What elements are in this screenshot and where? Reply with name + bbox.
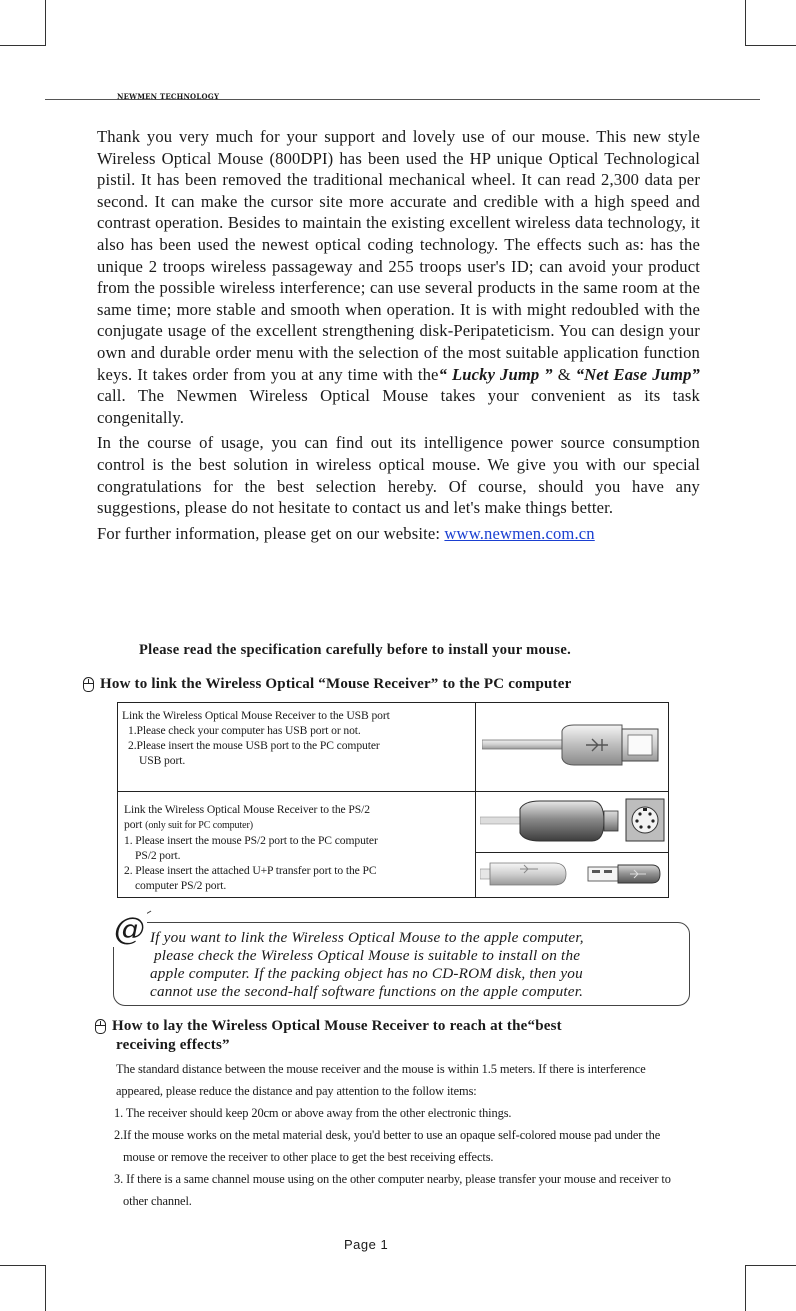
crop-mark-right-bottom: [745, 1265, 796, 1266]
brand-header: NEWMEN TECHNOLOGY: [117, 92, 220, 101]
ps2-plug-illustration: [480, 795, 668, 849]
section2-intro: The standard distance between the mouse receiver and the mouse is within 1.5 meters. If there is interference appeared, please reduce the distance and pay attention to the follow items:: [116, 1062, 646, 1098]
crop-mark-bottom-right: [745, 1265, 746, 1311]
intro-text: [97, 126, 700, 548]
connection-table: [117, 702, 669, 898]
at-icon: @: [114, 911, 145, 947]
list-item: 3. If there is a same channel mouse using on the other computer nearby, please transfer your mouse and receiver to other channel.: [114, 1172, 671, 1208]
crop-mark-left-top: [0, 45, 46, 46]
page-number: Page 1: [344, 1237, 389, 1252]
usb-plug-illustration: [482, 713, 666, 783]
mouse-icon: [95, 1019, 106, 1034]
section1-heading: How to link the Wireless Optical “Mouse Receiver” to the PC computer: [83, 676, 571, 693]
crop-mark-top-left: [45, 0, 46, 46]
mouse-icon: [83, 677, 94, 692]
crop-mark-top-right: [745, 0, 746, 46]
table-divider: [476, 852, 668, 853]
intro-paragraph-1: Thank you very much for your support and lovely use of our mouse. This new style Wireless Optical Mouse (800DPI) has been used the HP unique Optical Technological pistil. It has been removed the traditional mechanical wheel. It can read 2,300 data per second. It can make the cursor site more accurate and credible with a high speed and contrast operation. Besides to maintain the existing excellent wireless data technology, it also has been used the newest optical coding technology. The effects such as: has the unique 2 troops wireless passageway and 255 troops user's ID; can avoid your product from the possible wireless interference; can use several products in the same room at the same time; more stable and smooth when operation. It is with might redoubled with the conjugate usage of the excellent strengthening disk-Peripateticism. You can design your own and durable order menu with the selection of the most suitable application function keys. It takes order from you at any time with the“ Lucky Jump ” & “Net Ease Jump” call. The Newmen Wireless Optical Mouse takes your convenient as its task congenitally.: [97, 127, 700, 427]
table-divider: [118, 791, 668, 792]
lucky-jump-label: “ Lucky Jump ”: [438, 364, 553, 384]
read-spec-note: Please read the specification carefully before to install your mouse.: [139, 642, 572, 658]
crop-mark-bottom-left: [45, 1265, 46, 1311]
intro-paragraph-2: In the course of usage, you can find out its intelligence power source consumption control is the best solution in wireless optical mouse. We give you with our special congratulations for the best selection hereby. Of course, should you have any suggestions, please do not hesitate to contact us and let's make things better.: [97, 433, 700, 518]
intro-paragraph-3: For further information, please get on our website: www.newmen.com.cn: [97, 523, 595, 543]
list-item: 2.If the mouse works on the metal material desk, you'd better to use an opaque self-colored mouse pad under the mouse or remove the receiver to other place to get the best receiving effects.: [114, 1128, 661, 1164]
adapter-illustration: [480, 855, 668, 895]
table-divider: [475, 703, 476, 897]
usb-instructions: Link the Wireless Optical Mouse Receiver to the USB port 1.Please check your computer has USB port or not. 2.Please insert the mouse USB port to the PC computer USB port.: [122, 709, 390, 767]
section2-heading: How to lay the Wireless Optical Mouse Receiver to reach at the“best receiving effects”: [95, 1018, 562, 1054]
net-ease-jump-label: “Net Ease Jump”: [575, 364, 700, 384]
apple-note-text: If you want to link the Wireless Optical Mouse to the apple computer, please check the Wireless Optical Mouse is suitable to install on the apple computer. If the packing object has no CD-ROM disk, then you cannot use the second-half software functions on the apple computer.: [150, 929, 584, 1000]
crop-mark-left-bottom: [0, 1265, 46, 1266]
crop-mark-right-top: [745, 45, 796, 46]
ps2-instructions: Link the Wireless Optical Mouse Receiver to the PS/2 port (only suit for PC computer) 1. Please insert the mouse PS/2 port to the PC computer PS/2 port. 2. Please insert the attached U+P transfer port to the PC computer PS/2 port.: [124, 803, 378, 892]
list-item: 1. The receiver should keep 20cm or above away from the other electronic things.: [114, 1106, 512, 1120]
website-link[interactable]: www.newmen.com.cn: [444, 523, 595, 543]
section2-body: [116, 1058, 691, 1212]
